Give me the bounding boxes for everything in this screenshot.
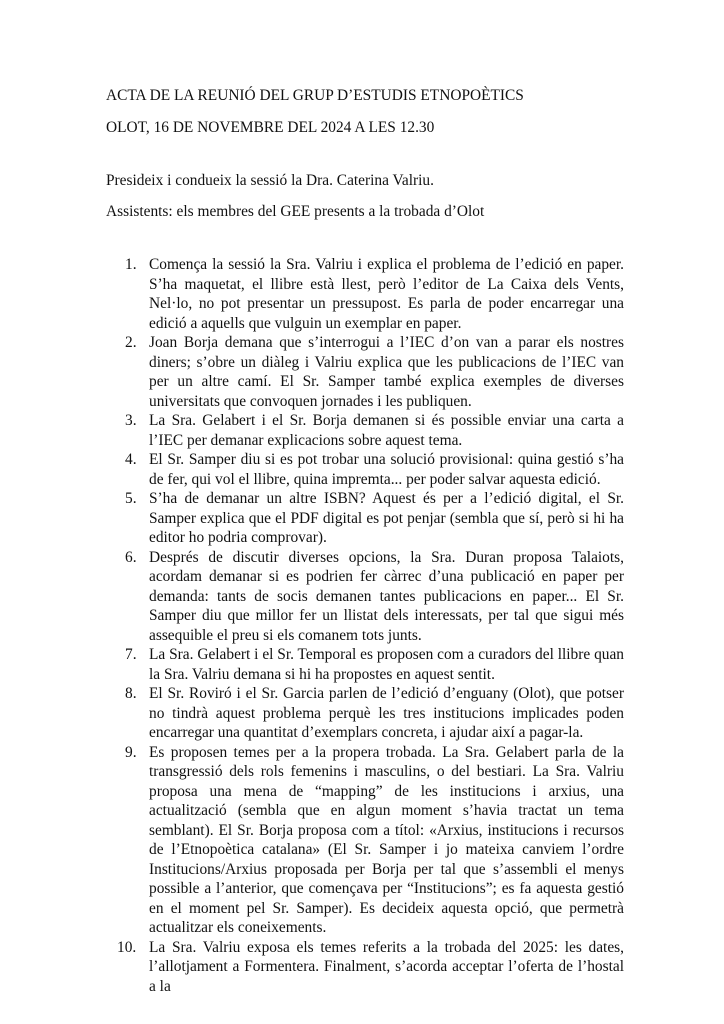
document-title: ACTA DE LA REUNIÓ DEL GRUP D’ESTUDIS ETNOPOÈTICS [106, 87, 524, 104]
agenda-item [125, 450, 624, 489]
presides-paragraph: Presideix i condueix la sessió la Dra. Caterina Valriu. [106, 172, 434, 189]
agenda-item-number: 8. [125, 685, 137, 702]
agenda-item [125, 548, 624, 646]
agenda-item-number: 1. [125, 256, 137, 273]
agenda-item-text: La Sra. Gelabert i el Sr. Borja demanen si és possible enviar una carta a l’IEC per demanar explicacions sobre aquest tema. [149, 412, 624, 449]
agenda-item-number: 5. [125, 490, 137, 507]
agenda-item-number: 3. [125, 412, 137, 429]
agenda-item-text: Es proposen temes per a la propera trobada. La Sra. Gelabert parla de la transgressió dels rols femenins i masculins, o del bestiari. La Sra. Valriu proposa una mena de “mapping” de les institucions i arxius, una actualització (sembla que en algun moment s’havia tractat un tema semblant). El Sr. Borja proposa com a títol: «Arxius, institucions i recursos de l’Etnopoètica catalana» (El Sr. Samper i jo mateixa canviem l’ordre Institucions/Arxius proposada per Borja per tal que s’assembli el menys possible a l’anterior, que començava per “Institucions”; es fa aquesta gestió en el moment pel Sr. Samper). Es decideix aquesta opció, que permetrà actualitzar els coneixements. [149, 743, 624, 936]
document-place-date: OLOT, 16 DE NOVEMBRE DEL 2024 A LES 12.30 [106, 119, 435, 136]
agenda-item-text: La Sra. Gelabert i el Sr. Temporal es proposen com a curadors del llibre quan la Sra. Valriu demana si hi ha propostes en aquest sentit. [149, 646, 624, 683]
agenda-item [125, 489, 624, 548]
agenda-item [125, 743, 624, 938]
agenda-item [125, 333, 624, 411]
agenda-item-text: S’ha de demanar un altre ISBN? Aquest és per a l’edició digital, el Sr. Samper explica que el PDF digital es pot penjar (sembla que sí, però si hi ha editor ho podria comprovar). [149, 490, 624, 546]
agenda-item [125, 411, 624, 450]
agenda-item-number: 2. [125, 334, 137, 351]
agenda-item-number: 7. [125, 646, 137, 663]
agenda-item-number: 10. [117, 938, 137, 956]
agenda-item-text: Joan Borja demana que s’interrogui a l’IEC d’on van a parar els nostres diners; s’obre un diàleg i Valriu explica que les publicacions de l’IEC van per un altre camí. El Sr. Samper també explica exemples de diverses universitats que convoquen jornades i les publiquen. [149, 334, 624, 410]
agenda-item-number: 6. [125, 548, 137, 566]
attendees-paragraph: Assistents: els membres del GEE presents a la trobada d’Olot [106, 203, 485, 220]
agenda-item-number: 9. [125, 743, 137, 761]
agenda-item-text: El Sr. Roviró i el Sr. Garcia parlen de l’edició d’enguany (Olot), que potser no tindrà aquest problema perquè les tres institucions implicades poden encarregar una quantitat d’exemplars concreta, i ajudar així a pagar-la. [149, 685, 624, 741]
agenda-item-text: La Sra. Valriu exposa els temes referits a la trobada del 2025: les dates, l’allotjament a Formentera. Finalment, s’acorda acceptar l’oferta de l’hostal a la [149, 938, 624, 995]
agenda-item [125, 645, 624, 684]
agenda-item-number: 4. [125, 451, 137, 468]
agenda-item [117, 938, 624, 997]
agenda-item-text: Després de discutir diverses opcions, la Sra. Duran proposa Talaiots, acordam demanar si es podrien fer càrrec d’una publicació en paper per demanda: tants de socis demanen tantes publicacions en paper... El Sr. Samper diu que millor fer un llistat dels interessats, per tal que sigui més assequible el preu si els comanem tots junts. [149, 548, 624, 644]
agenda-item [125, 255, 624, 333]
agenda-item-text: El Sr. Samper diu si es pot trobar una solució provisional: quina gestió s’ha de fer, qui vol el llibre, quina impremta... per poder salvar aquesta edició. [149, 451, 624, 488]
agenda-item [125, 684, 624, 743]
agenda-item-text: Comença la sessió la Sra. Valriu i explica el problema de l’edició en paper. S’ha maquetat, el llibre està llest, però l’editor de La Caixa dels Vents, Nel·lo, no pot presentar un pressupost. Es parla de poder encarregar una edició a aquells que vulguin un exemplar en paper. [149, 256, 624, 332]
agenda-list [117, 255, 624, 996]
